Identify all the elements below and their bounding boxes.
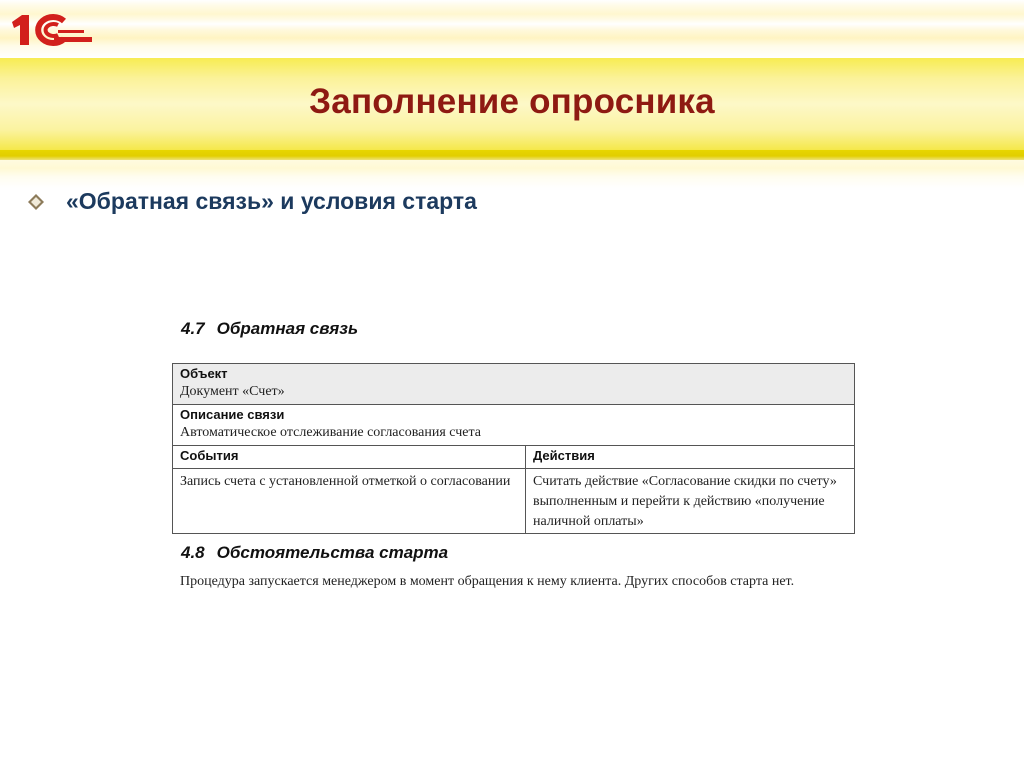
section-title: Обратная связь <box>216 319 359 338</box>
section-number: 4.7 <box>181 319 205 338</box>
actions-text: Считать действие «Согласование скидки по счету» выполненным и перейти к действию «получение наличной оплаты» <box>533 474 837 529</box>
table-row-relation <box>173 405 855 446</box>
lower-decorative-band <box>0 160 1024 188</box>
section-number: 4.8 <box>181 543 205 562</box>
events-header-cell <box>173 446 526 469</box>
section-heading-feedback <box>181 319 358 339</box>
bullet-text: «Обратная связь» и условия старта <box>66 188 477 214</box>
diamond-bullet-icon <box>28 194 44 210</box>
object-label: Объект <box>180 366 228 381</box>
table-row-object <box>173 364 855 405</box>
title-divider <box>0 150 1024 160</box>
relation-label: Описание связи <box>180 407 285 422</box>
actions-header-cell <box>526 446 855 469</box>
section-heading-start <box>181 543 448 563</box>
start-description: Процедура запускается менеджером в момент обращения к нему клиента. Других способов старта нет. <box>180 574 795 589</box>
feedback-table <box>172 363 855 534</box>
logo-1c-icon <box>10 12 94 48</box>
slide-title: Заполнение опросника <box>309 82 715 121</box>
table-row-headers <box>173 446 855 469</box>
actions-header: Действия <box>533 448 595 463</box>
table-row-content <box>173 469 855 534</box>
events-text: Запись счета с установленной отметкой о согласовании <box>180 474 511 489</box>
object-cell <box>173 364 855 405</box>
relation-value: Автоматическое отслеживание согласования счета <box>180 425 481 440</box>
object-value: Документ «Счет» <box>180 384 285 399</box>
section-title: Обстоятельства старта <box>216 543 449 562</box>
actions-cell <box>526 469 855 534</box>
events-header: События <box>180 448 239 463</box>
top-decorative-band <box>0 0 1024 58</box>
relation-cell <box>173 405 855 446</box>
events-cell <box>173 469 526 534</box>
